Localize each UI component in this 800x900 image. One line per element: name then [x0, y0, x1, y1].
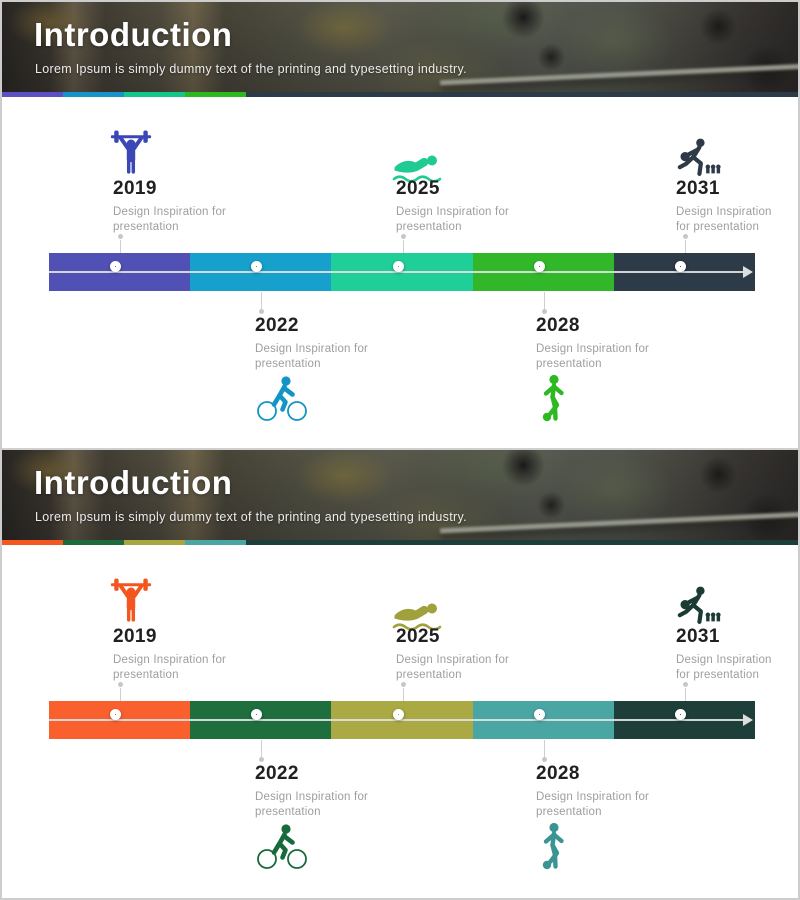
cyclist-icon: [255, 822, 309, 870]
item-description: Design Inspiration for presentation: [536, 343, 650, 370]
connector-dot: [259, 757, 264, 762]
slide-2-header: [2, 450, 798, 545]
connector-line: [403, 688, 404, 701]
year-label: 2031: [676, 626, 720, 647]
year-label: 2019: [113, 626, 157, 647]
bicycle-photo-shape: [440, 512, 798, 534]
timeline-marker: [393, 709, 404, 720]
connector-line: [120, 688, 121, 701]
item-description: Design Inspiration for presentation: [676, 206, 772, 233]
year-label: 2019: [113, 178, 157, 199]
item-description: Design Inspiration for presentation: [396, 654, 510, 681]
connector-line: [403, 240, 404, 253]
item-description: Design Inspiration for presentation: [255, 343, 369, 370]
connector-dot: [401, 682, 406, 687]
timeline-marker: [251, 709, 262, 720]
header-color-stripe: [2, 92, 798, 97]
item-description: Design Inspiration for presentation: [113, 206, 227, 233]
stripe-segment: [124, 92, 185, 97]
stripe-segment: [185, 92, 246, 97]
stripe-segment: [185, 540, 246, 545]
item-description: Design Inspiration for presentation: [396, 206, 510, 233]
timeline-arrow-icon: [743, 266, 753, 278]
bowler-icon: [673, 586, 723, 630]
timeline-marker: [110, 709, 121, 720]
connector-dot: [259, 309, 264, 314]
slide-1-header: [2, 2, 798, 97]
slide-subtitle: Lorem Ipsum is simply dummy text of the printing and typesetting industry.: [35, 62, 467, 76]
connector-dot: [542, 309, 547, 314]
connector-dot: [118, 682, 123, 687]
year-label: 2022: [255, 763, 299, 784]
stripe-segment: [246, 92, 798, 97]
item-description: Design Inspiration for presentation: [113, 654, 227, 681]
bicycle-photo-shape: [440, 64, 798, 86]
slide-2: [2, 450, 798, 898]
item-description: Design Inspiration for presentation: [255, 791, 369, 818]
weightlifter-icon: [108, 128, 154, 176]
year-label: 2031: [676, 178, 720, 199]
soccer-player-icon: [538, 374, 568, 422]
connector-dot: [683, 234, 688, 239]
stripe-segment: [124, 540, 185, 545]
connector-dot: [542, 757, 547, 762]
stripe-segment: [63, 540, 124, 545]
connector-line: [544, 292, 545, 309]
connector-line: [685, 240, 686, 253]
slide-subtitle: Lorem Ipsum is simply dummy text of the printing and typesetting industry.: [35, 510, 467, 524]
slide-title: Introduction: [34, 464, 233, 501]
connector-line: [685, 688, 686, 701]
connector-dot: [401, 234, 406, 239]
item-description: Design Inspiration for presentation: [536, 791, 650, 818]
year-label: 2022: [255, 315, 299, 336]
year-label: 2028: [536, 763, 580, 784]
bowler-icon: [673, 138, 723, 182]
timeline-marker: [534, 261, 545, 272]
item-description: Design Inspiration for presentation: [676, 654, 772, 681]
stripe-segment: [2, 540, 63, 545]
timeline-marker: [251, 261, 262, 272]
year-label: 2025: [396, 178, 440, 199]
timeline-marker: [675, 709, 686, 720]
timeline-marker: [393, 261, 404, 272]
stripe-segment: [2, 92, 63, 97]
connector-line: [261, 292, 262, 309]
stripe-segment: [246, 540, 798, 545]
connector-dot: [118, 234, 123, 239]
timeline-arrow-icon: [743, 714, 753, 726]
connector-line: [544, 740, 545, 757]
weightlifter-icon: [108, 576, 154, 624]
cyclist-icon: [255, 374, 309, 422]
timeline-marker: [110, 261, 121, 272]
timeline-marker: [675, 261, 686, 272]
connector-line: [261, 740, 262, 757]
connector-dot: [683, 682, 688, 687]
slide-title: Introduction: [34, 16, 233, 53]
slide-1: [2, 2, 798, 450]
connector-line: [120, 240, 121, 253]
soccer-player-icon: [538, 822, 568, 870]
header-color-stripe: [2, 540, 798, 545]
year-label: 2025: [396, 626, 440, 647]
year-label: 2028: [536, 315, 580, 336]
timeline-marker: [534, 709, 545, 720]
stripe-segment: [63, 92, 124, 97]
